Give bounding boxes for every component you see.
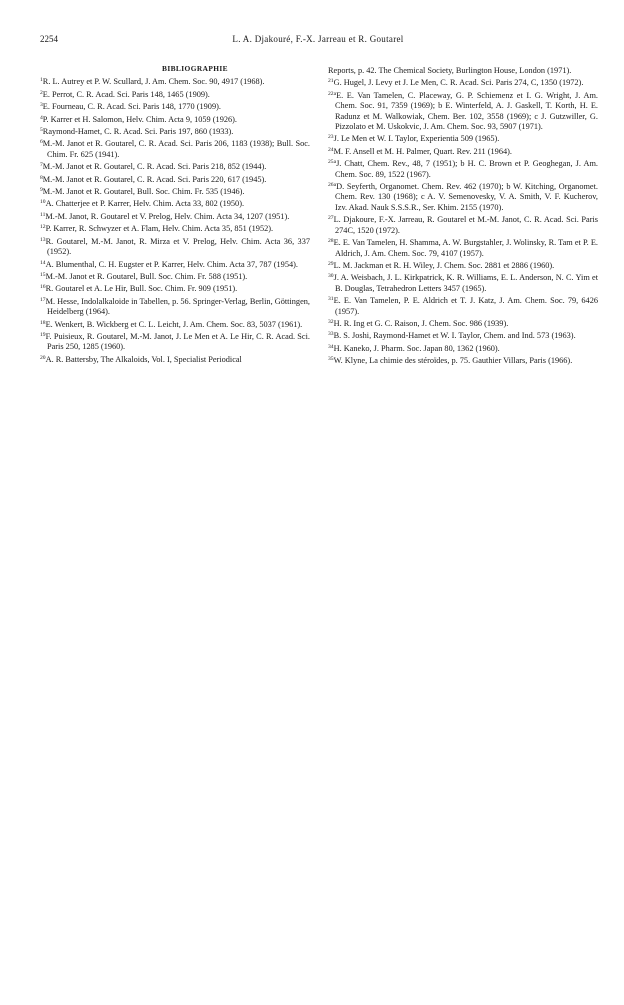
reference-number: 20 bbox=[40, 354, 46, 361]
reference-entry bbox=[40, 235, 310, 258]
reference-entry bbox=[40, 75, 310, 87]
reference-number: 11 bbox=[40, 211, 46, 218]
reference-text: E. E. Van Tamelen, P. E. Aldrich et T. J. Katz, J. Am. Chem. Soc. 79, 6426 (1957). bbox=[333, 296, 598, 316]
page-number: 2254 bbox=[40, 34, 58, 44]
reference-text: E. Wenkert, B. Wickberg et C. L. Leicht, J. Am. Chem. Soc. 83, 5037 (1961). bbox=[45, 319, 303, 329]
reference-text: E. Fourneau, C. R. Acad. Sci. Paris 148, 1770 (1909). bbox=[42, 102, 221, 112]
reference-number: 7 bbox=[40, 162, 43, 169]
reference-text: H. Kaneko, J. Pharm. Soc. Japan 80, 1362 (1960). bbox=[333, 343, 500, 353]
reference-entry bbox=[328, 64, 598, 76]
reference-number: 34 bbox=[328, 343, 334, 350]
reference-text: M. Hesse, Indolalkaloide in Tabellen, p. 56. Springer-Verlag, Berlin, Göttingen, Heidelberg (1964). bbox=[45, 296, 310, 317]
reference-text: M.-M. Janot, R. Goutarel et V. Prelog, Helv. Chim. Acta 34, 1207 (1951). bbox=[45, 211, 290, 221]
reference-entry bbox=[40, 330, 310, 353]
reference-entry bbox=[328, 317, 598, 329]
reference-number: 30 bbox=[328, 273, 334, 280]
reference-entry bbox=[40, 295, 310, 318]
reference-entry bbox=[40, 270, 310, 282]
reference-entry bbox=[40, 353, 310, 365]
page-header bbox=[40, 34, 596, 48]
reference-number: 14 bbox=[40, 259, 46, 266]
reference-entry bbox=[40, 173, 310, 185]
reference-entry bbox=[328, 157, 598, 180]
reference-entry bbox=[40, 100, 310, 112]
reference-text: Reports, p. 42. The Chemical Society, Burlington House, London (1971). bbox=[328, 66, 572, 75]
reference-entry bbox=[40, 282, 310, 294]
reference-number: 29 bbox=[328, 260, 334, 267]
reference-text: M.-M. Janot et R. Goutarel, C. R. Acad. Sci. Paris 218, 852 (1944). bbox=[42, 162, 267, 172]
reference-entry bbox=[40, 137, 310, 160]
reference-entry bbox=[328, 213, 598, 236]
reference-entry bbox=[328, 342, 598, 354]
reference-text: L. M. Jackman et R. H. Wiley, J. Chem. Soc. 2881 et 2886 (1960). bbox=[333, 260, 555, 270]
reference-entry bbox=[40, 318, 310, 330]
reference-number: 10 bbox=[40, 199, 46, 206]
reference-text: E. E. Van Tamelen, C. Placeway, G. P. Schiemenz et I. G. Wright, J. Am. Chem. Soc. 91, 7359 (1969); b E. Winterfeld, A. J. Gaskell, T. Korth, H. E. Radunz et M. Walkowiak, Chem. Ber. 102, 3558 (1969); c J. Gutzwiller, G. Pizzolato et M. Uskokvic, J. Am. Chem. Soc. 93, 5907 (1971). bbox=[335, 90, 598, 132]
reference-text: M.-M. Janot et R. Goutarel, C. R. Acad. Sci. Paris 206, 1183 (1938); Bull. Soc. Chim. Fr. 625 (1941). bbox=[42, 139, 310, 159]
reference-text: J. A. Weisbach, J. L. Kirkpatrick, K. R. Williams, E. L. Anderson, N. C. Yim et B. Douglas, Tetrahedron Letters 3457 (1965). bbox=[333, 273, 598, 293]
reference-entry bbox=[328, 76, 598, 88]
reference-number: 28 bbox=[328, 238, 334, 245]
reference-number: 15 bbox=[40, 271, 46, 278]
reference-number: 5 bbox=[40, 127, 43, 134]
reference-text: W. Klyne, La chimie des stéroïdes, p. 75. Gauthier Villars, Paris (1966). bbox=[333, 356, 573, 366]
reference-text: G. Hugel, J. Levy et J. Le Men, C. R. Acad. Sci. Paris 274, C, 1350 (1972). bbox=[333, 78, 584, 88]
reference-text: M. F. Ansell et M. H. Palmer, Quart. Rev. 211 (1964). bbox=[333, 146, 512, 156]
reference-entry bbox=[40, 88, 310, 100]
reference-number: 26a bbox=[328, 182, 337, 189]
reference-entry bbox=[328, 236, 598, 259]
reference-number: 21 bbox=[328, 78, 334, 85]
reference-number: 32 bbox=[328, 318, 334, 325]
reference-text: M.-M. Janot et R. Goutarel, Bull. Soc. Chim. Fr. 535 (1946). bbox=[42, 187, 245, 197]
reference-text: A. R. Battersby, The Alkaloids, Vol. I, Specialist Periodical bbox=[45, 354, 242, 364]
reference-number: 24 bbox=[328, 146, 334, 153]
reference-number: 19 bbox=[40, 331, 46, 338]
reference-number: 16 bbox=[40, 284, 46, 291]
reference-entry bbox=[40, 113, 310, 125]
reference-number: 27 bbox=[328, 215, 334, 222]
reference-entry bbox=[40, 125, 310, 137]
reference-number: 12 bbox=[40, 224, 46, 231]
reference-entry bbox=[328, 271, 598, 294]
reference-number: 4 bbox=[40, 114, 43, 121]
reference-text: B. S. Joshi, Raymond-Hamet et W. I. Taylor, Chem. and Ind. 573 (1963). bbox=[333, 331, 576, 341]
reference-text: M.-M. Janot et R. Goutarel, C. R. Acad. Sci. Paris 220, 617 (1945). bbox=[42, 174, 267, 184]
reference-number: 2 bbox=[40, 89, 43, 96]
reference-entry bbox=[328, 89, 598, 133]
reference-number: 6 bbox=[40, 139, 43, 146]
reference-number: 17 bbox=[40, 296, 46, 303]
reference-entry bbox=[328, 329, 598, 341]
reference-entry bbox=[40, 210, 310, 222]
bibliography-left-column bbox=[40, 64, 310, 365]
bibliography-right-column bbox=[328, 64, 598, 367]
reference-number: 1 bbox=[40, 77, 43, 84]
reference-list-left bbox=[40, 75, 310, 365]
reference-text: D. Seyferth, Organomet. Chem. Rev. 462 (1970); b W. Kitching, Organomet. Chem. Rev. 130 (1968); c A. V. Semenovesky, V. A. Smith, V. F. Kucherov, Izv. Akad. Nauk S.S.S.R., Ser. Khim. 2155 (1970). bbox=[335, 182, 598, 212]
reference-number: 22a bbox=[328, 90, 337, 97]
reference-text: M.-M. Janot et R. Goutarel, Bull. Soc. Chim. Fr. 588 (1951). bbox=[45, 271, 248, 281]
running-head: L. A. Djakouré, F.-X. Jarreau et R. Goutarel bbox=[232, 34, 404, 44]
reference-text: A. Blumenthal, C. H. Eugster et P. Karrer, Helv. Chim. Acta 37, 787 (1954). bbox=[45, 259, 298, 269]
reference-number: 25a bbox=[328, 159, 337, 166]
reference-entry bbox=[40, 222, 310, 234]
reference-number: 3 bbox=[40, 102, 43, 109]
reference-text: P. Karrer, R. Schwyzer et A. Flam, Helv. Chim. Acta 35, 851 (1952). bbox=[45, 224, 274, 234]
reference-text: A. Chatterjee et P. Karrer, Helv. Chim. Acta 33, 802 (1950). bbox=[45, 199, 245, 209]
reference-number: 33 bbox=[328, 331, 334, 338]
reference-text: H. R. Ing et G. C. Raison, J. Chem. Soc. 986 (1939). bbox=[333, 318, 509, 328]
reference-entry bbox=[328, 354, 598, 366]
reference-entry bbox=[40, 160, 310, 172]
reference-number: 31 bbox=[328, 296, 334, 303]
reference-text: Raymond-Hamet, C. R. Acad. Sci. Paris 197, 860 (1933). bbox=[42, 127, 234, 137]
reference-entry bbox=[328, 145, 598, 157]
reference-text: J. Chatt, Chem. Rev., 48, 7 (1951); b H. C. Brown et P. Geoghegan, J. Am. Chem. Soc. 89, 1522 (1967). bbox=[335, 159, 598, 179]
reference-number: 13 bbox=[40, 236, 46, 243]
reference-text: R. Goutarel, M.-M. Janot, R. Mirza et V. Prelog, Helv. Chim. Acta 36, 337 (1952). bbox=[45, 236, 310, 257]
reference-entry bbox=[328, 259, 598, 271]
reference-text: R. L. Autrey et P. W. Scullard, J. Am. Chem. Soc. 90, 4917 (1968). bbox=[42, 77, 265, 87]
reference-text: P. Karrer et H. Salomon, Helv. Chim. Acta 9, 1059 (1926). bbox=[42, 114, 237, 124]
reference-entry bbox=[40, 197, 310, 209]
reference-entry bbox=[40, 258, 310, 270]
reference-number: 8 bbox=[40, 174, 43, 181]
reference-text: R. Goutarel et A. Le Hir, Bull. Soc. Chim. Fr. 909 (1951). bbox=[45, 284, 238, 294]
reference-entry bbox=[328, 180, 598, 213]
reference-entry bbox=[40, 185, 310, 197]
reference-text: F. Puisieux, R. Goutarel, M.-M. Janot, J. Le Men et A. Le Hir, C. R. Acad. Sci. Paris 250, 1285 (1960). bbox=[45, 331, 310, 352]
reference-number: 35 bbox=[328, 356, 334, 363]
reference-number: 18 bbox=[40, 319, 46, 326]
reference-number: 9 bbox=[40, 187, 43, 194]
reference-list-right bbox=[328, 64, 598, 367]
reference-entry bbox=[328, 132, 598, 144]
reference-text: L. Djakoure, F.-X. Jarreau, R. Goutarel et M.-M. Janot, C. R. Acad. Sci. Paris 274C, 1520 (1972). bbox=[333, 215, 598, 235]
reference-number: 23 bbox=[328, 134, 334, 141]
bibliography-heading: BIBLIOGRAPHIE bbox=[162, 64, 228, 73]
reference-text: J. Le Men et W. I. Taylor, Experientia 509 (1965). bbox=[333, 134, 500, 144]
reference-text: E. E. Van Tamelen, H. Shamma, A. W. Burgstahler, J. Wolinsky, R. Tam et P. E. Aldrich, J. Am. Chem. Soc. 79, 4107 (1957). bbox=[333, 238, 598, 258]
reference-text: E. Perrot, C. R. Acad. Sci. Paris 148, 1465 (1909). bbox=[42, 89, 210, 99]
reference-entry bbox=[328, 294, 598, 317]
